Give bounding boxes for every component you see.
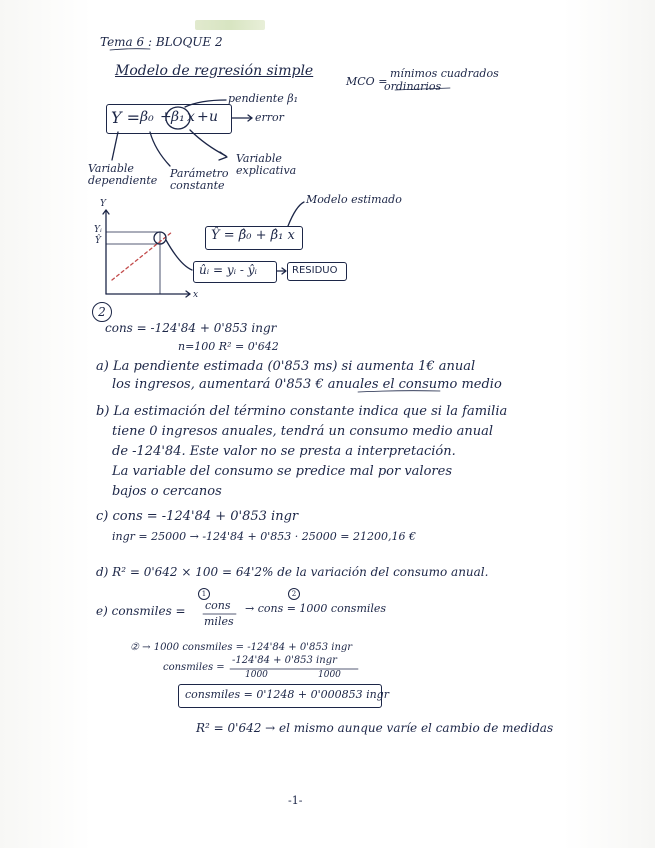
tema-underline xyxy=(110,49,150,50)
eq-u: u xyxy=(209,109,219,125)
final-equation: consmiles = 0'1248 + 0'000853 ingr xyxy=(185,688,389,701)
graph-regression-line xyxy=(112,232,172,280)
answer-e-frac-den: miles xyxy=(204,615,234,628)
regression-stats: n=100 R² = 0'642 xyxy=(178,340,279,353)
answer-e-line3-den1: 1000 xyxy=(245,670,268,680)
answer-e-arrow: → cons = 1000 consmiles xyxy=(245,602,387,615)
answer-b-line2: tiene 0 ingresos anuales, tendrá un consumo medio anual xyxy=(112,424,494,439)
answer-b-line4: La variable del consumo se predice mal por valores xyxy=(112,464,452,479)
page-title: Modelo de regresión simple xyxy=(115,63,314,79)
estimated-eq: Ŷ = β̂₀ + β̂₁ x xyxy=(211,228,295,243)
graph-yi-label: Yᵢ xyxy=(94,225,102,235)
answer-c-line2: ingr = 25000 → -124'84 + 0'853 · 25000 = 21200,16 € xyxy=(112,530,416,543)
eq-beta1: β₁ xyxy=(171,109,185,125)
modelo-estimado-label: Modelo estimado xyxy=(306,193,402,206)
eq-x: x xyxy=(187,109,195,125)
answer-a-line2: los ingresos, aumentará 0'853 € anuales el consumo medio xyxy=(112,377,502,392)
var-explicativa-label: Variable explicativa xyxy=(236,152,297,178)
eq-plus2: + xyxy=(197,109,209,125)
answer-b-line1: b) La estimación del término constante indica que si la familia xyxy=(96,404,508,419)
answer-e-label: e) consmiles = xyxy=(96,604,186,618)
answer-b-line5: bajos o cercanos xyxy=(112,484,222,499)
e-marker-1: 1 xyxy=(198,588,210,600)
answer-e-line3-den2: 1000 xyxy=(318,670,341,680)
eq-y: Y = xyxy=(111,108,141,127)
answer-c-line1: c) cons = -124'84 + 0'853 ingr xyxy=(96,509,299,524)
mco-underline xyxy=(395,88,450,90)
answer-e-line3-left: consmiles = xyxy=(163,662,225,673)
page-number: -1- xyxy=(288,794,303,807)
answer-e-r2-note: R² = 0'642 → el mismo aunque varíe el cambio de medidas xyxy=(196,721,554,735)
answer-a-line1: a) La pendiente estimada (0'853 ms) si aumenta 1€ anual xyxy=(96,359,476,374)
answer-e-line3-num: -124'84 + 0'853 ingr xyxy=(232,655,337,666)
mco-line2: ordinarios xyxy=(384,80,442,93)
regression-equation: cons = -124'84 + 0'853 ingr xyxy=(105,321,277,335)
parametro-label: Parámetro constante xyxy=(170,167,229,193)
exercise-number: 2 xyxy=(92,302,112,322)
eq-plus1: + xyxy=(160,109,172,125)
e-marker-2: 2 xyxy=(288,588,300,600)
error-label: error xyxy=(255,111,284,124)
eq-beta0: β₀ xyxy=(140,109,154,125)
tema-heading: Tema 6 : BLOQUE 2 xyxy=(100,35,223,49)
answer-b-line3: de -124'84. Este valor no se presta a interpretación. xyxy=(112,444,456,459)
residuo-label: RESIDUO xyxy=(292,265,338,276)
graph-arrow-residuo xyxy=(166,240,192,270)
graph-y-axis-label: Y xyxy=(100,199,106,209)
pendiente-label: pendiente β₁ xyxy=(228,92,298,105)
answer-e-line2: ② → 1000 consmiles = -124'84 + 0'853 ingr xyxy=(130,642,353,653)
answer-d-line1: d) R² = 0'642 × 100 = 64'2% de la variación del consumo anual. xyxy=(96,565,489,579)
residuo-eq: ûᵢ = yᵢ - ŷᵢ xyxy=(199,263,257,277)
beta1-circle xyxy=(166,107,190,129)
graph-yhat-label: Ŷ xyxy=(95,236,101,246)
mco-line1: mínimos cuadrados xyxy=(390,67,499,80)
arrow-modelo-estimado xyxy=(288,202,304,226)
arrow-parametro xyxy=(150,132,170,166)
var-dependiente-label: Variable dependiente xyxy=(88,162,158,188)
graph-x-axis-label: x xyxy=(193,290,199,300)
arrow-var-dep xyxy=(112,132,118,160)
answer-e-frac-num: cons xyxy=(205,599,231,612)
consumo-medio-underline xyxy=(358,391,440,392)
arrow-pendiente xyxy=(185,100,226,107)
mco-label: MCO = xyxy=(346,75,388,88)
